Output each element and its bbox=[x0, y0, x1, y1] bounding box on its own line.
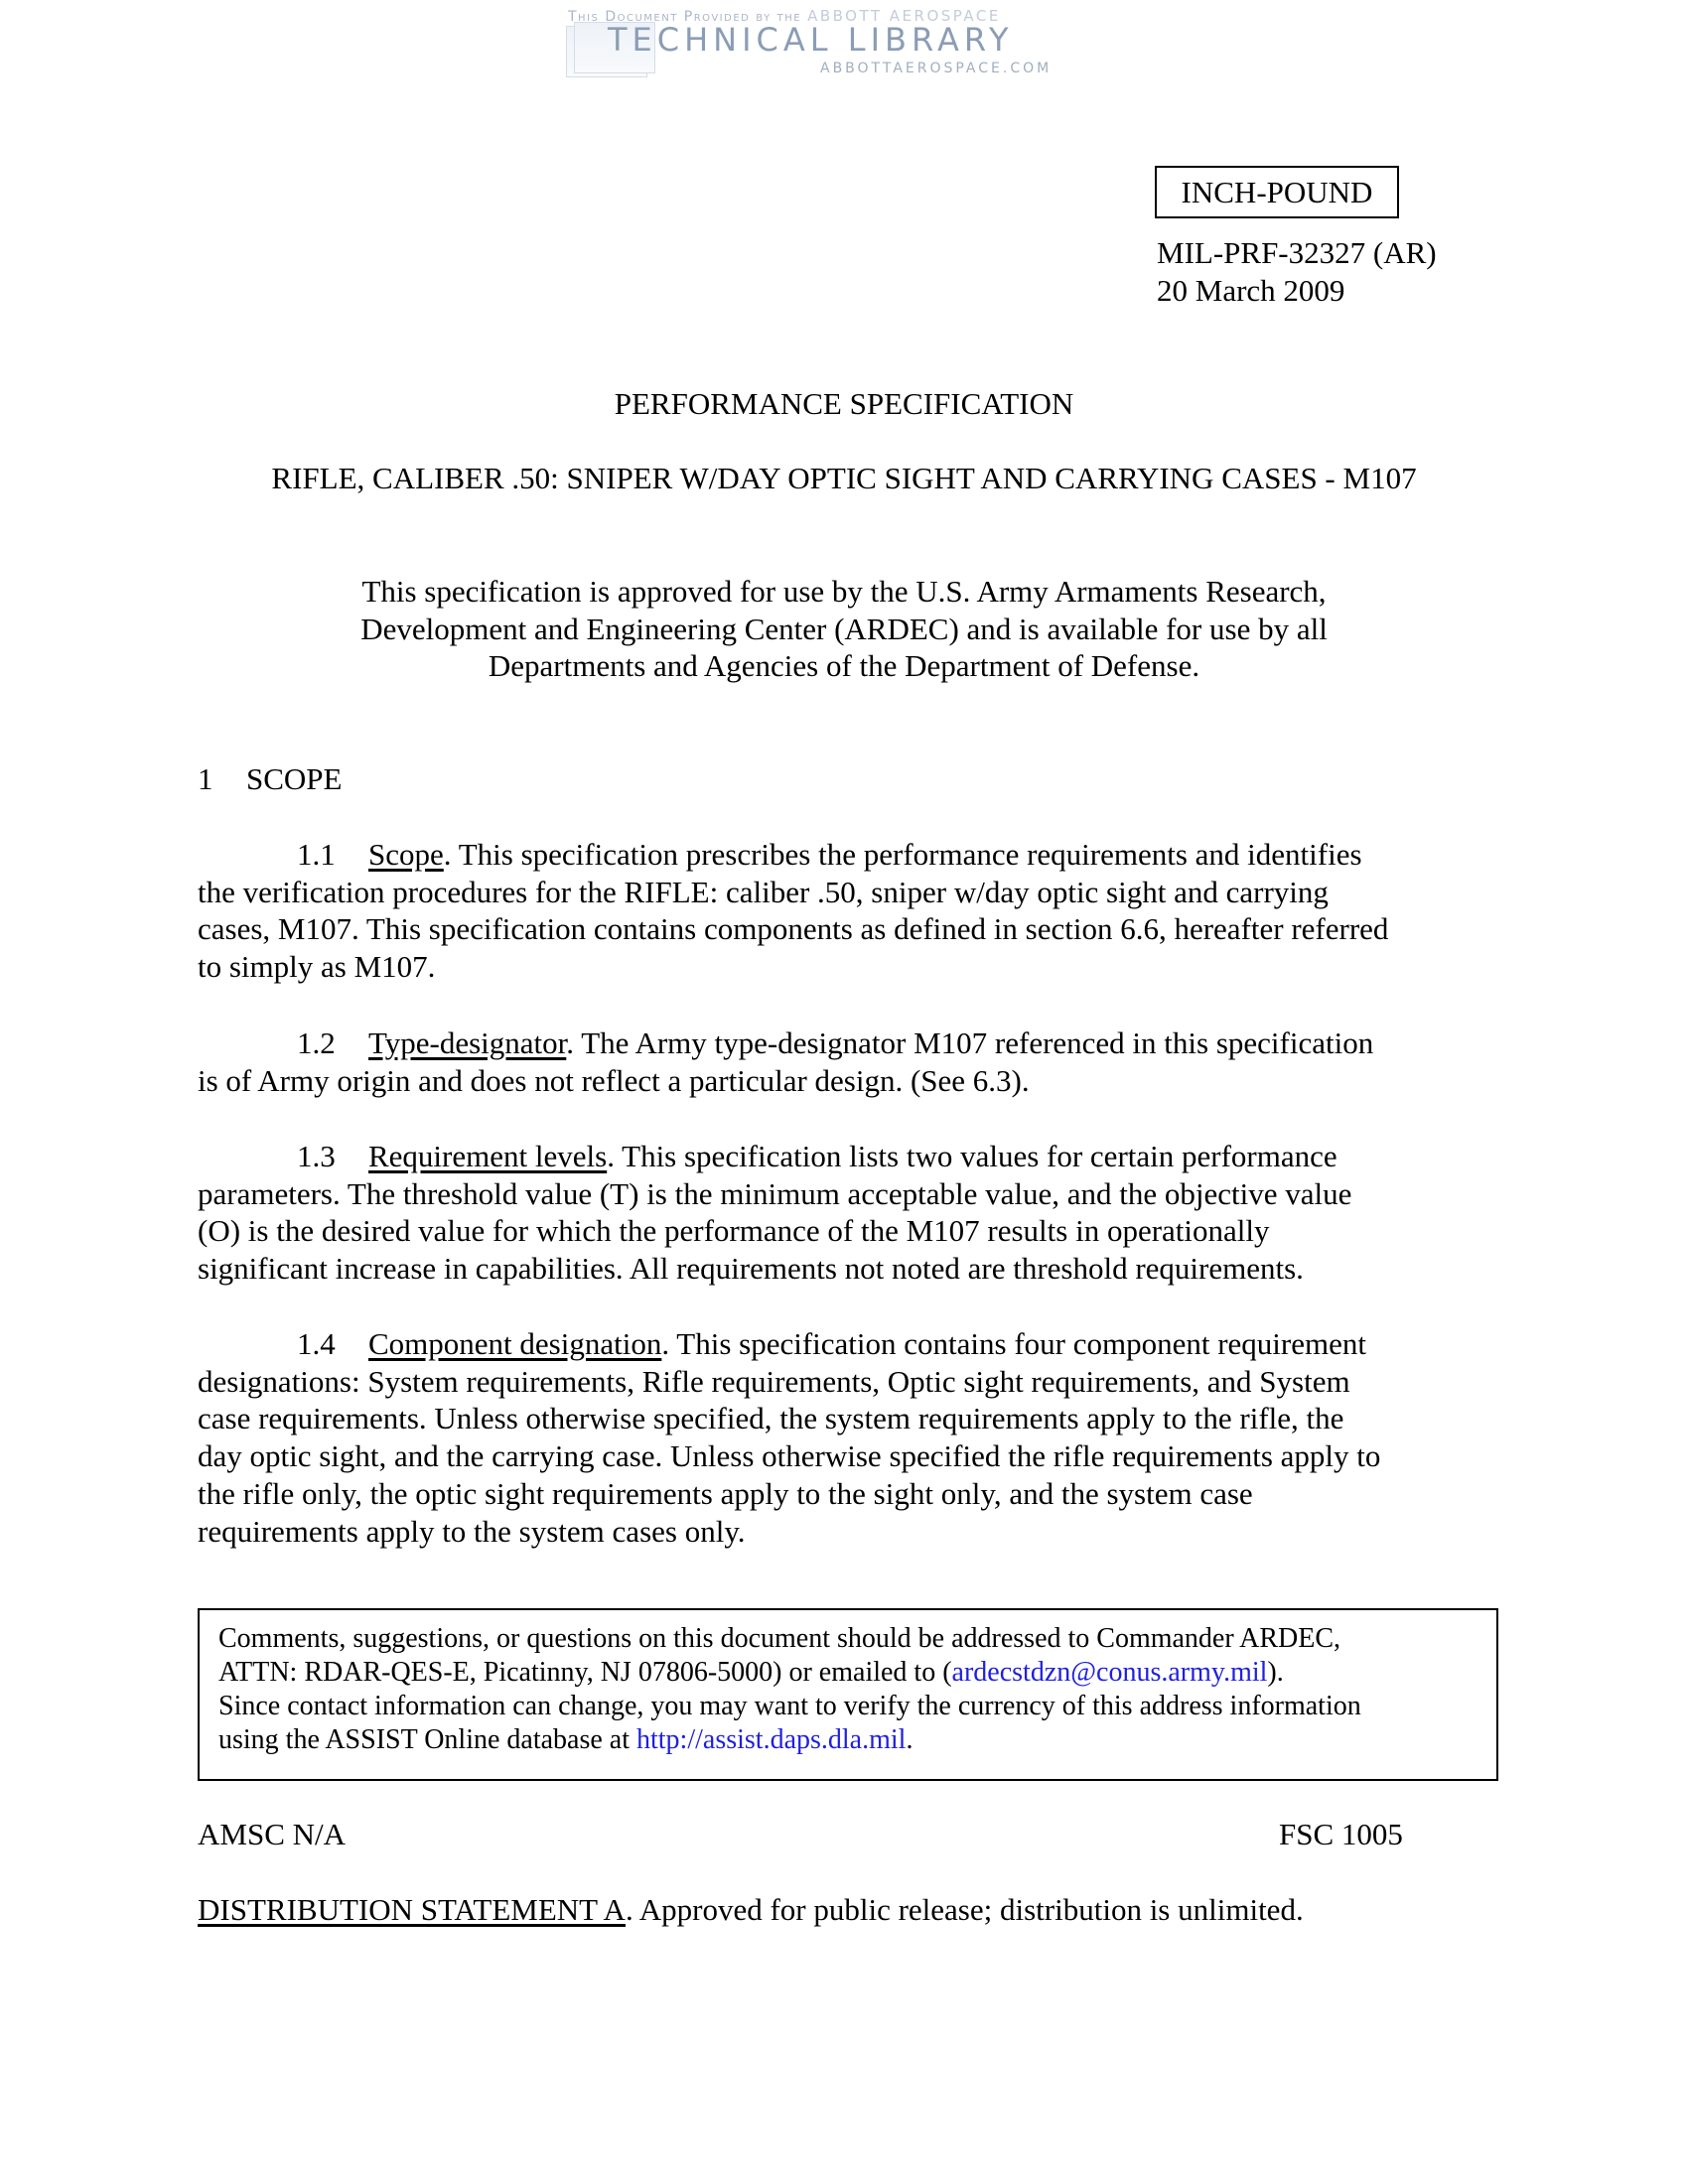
approval-line: Departments and Agencies of the Department of Defense. bbox=[488, 648, 1200, 684]
watermark-url: ABBOTTAEROSPACE.COM bbox=[820, 61, 1053, 76]
specification-title: RIFLE, CALIBER .50: SNIPER W/DAY OPTIC SIGHT AND CARRYING CASES - M107 bbox=[271, 461, 1417, 495]
email-link[interactable]: ardecstdzn@conus.army.mil bbox=[951, 1657, 1268, 1688]
paragraph-line: to simply as M107. bbox=[198, 949, 436, 985]
distribution-label: DISTRIBUTION STATEMENT A bbox=[198, 1892, 626, 1927]
comments-text: using the ASSIST Online database at bbox=[218, 1724, 636, 1755]
paragraph-line bbox=[198, 1138, 1498, 1175]
paragraph-number: 1.2 bbox=[297, 1025, 336, 1060]
watermark-brand: ABBOTT AEROSPACE bbox=[807, 7, 1001, 25]
paragraph-heading: Type-designator bbox=[368, 1025, 567, 1060]
paragraph-line: parameters. The threshold value (T) is the minimum acceptable value, and the objective value bbox=[198, 1175, 1352, 1211]
comments-text: ). bbox=[1267, 1657, 1284, 1688]
paragraph-line: case requirements. Unless otherwise specified, the system requirements apply to the rifle, the bbox=[198, 1401, 1344, 1436]
paragraph-heading: Requirement levels bbox=[368, 1139, 608, 1173]
comments-box bbox=[198, 1608, 1498, 1781]
comments-line: Comments, suggestions, or questions on this document should be addressed to Commander ARDEC, bbox=[218, 1623, 1341, 1654]
paragraph-line: significant increase in capabilities. All requirements not noted are threshold requirements. bbox=[198, 1251, 1304, 1287]
paragraph-number: 1.1 bbox=[297, 837, 336, 872]
approval-statement bbox=[0, 573, 1688, 685]
paragraph-line: cases, M107. This specification contains components as defined in section 6.6, hereafter referred bbox=[198, 911, 1389, 947]
approval-line: Development and Engineering Center (ARDEC) and is available for use by all bbox=[360, 611, 1328, 646]
comments-text: ATTN: RDAR-QES-E, Picatinny, NJ 07806-5000) or emailed to ( bbox=[218, 1657, 952, 1688]
paragraph-line: designations: System requirements, Rifle requirements, Optic sight requirements, and System bbox=[198, 1363, 1350, 1399]
comments-text: . bbox=[906, 1724, 914, 1755]
paragraph-line: is of Army origin and does not reflect a particular design. (See 6.3). bbox=[198, 1062, 1030, 1098]
paragraph-line: requirements apply to the system cases only. bbox=[198, 1513, 746, 1549]
assist-url-link[interactable]: http://assist.daps.dla.mil bbox=[636, 1724, 907, 1755]
paragraph-line: day optic sight, and the carrying case. Unless otherwise specified the rifle requirements apply to bbox=[198, 1438, 1381, 1474]
distribution-text: . Approved for public release; distribution is unlimited. bbox=[625, 1892, 1304, 1927]
paragraph-line bbox=[198, 1024, 1498, 1062]
paragraph-1-2 bbox=[198, 1024, 1498, 1099]
paragraph-line bbox=[198, 836, 1498, 874]
paragraph-number: 1.3 bbox=[297, 1139, 336, 1173]
document-date: 20 March 2009 bbox=[1157, 273, 1345, 308]
paragraph-line bbox=[198, 1325, 1498, 1363]
units-box: INCH-POUND bbox=[1155, 166, 1399, 218]
paragraph-line: (O) is the desired value for which the performance of the M107 results in operationally bbox=[198, 1213, 1270, 1249]
paragraph-text: . The Army type-designator M107 referenced in this specification bbox=[566, 1025, 1374, 1060]
paragraph-1-1 bbox=[198, 836, 1498, 986]
section-number: 1 bbox=[198, 761, 213, 796]
watermark-title: TECHNICAL LIBRARY bbox=[608, 21, 1014, 59]
paragraph-heading: Scope bbox=[368, 837, 444, 872]
section-heading bbox=[198, 760, 342, 798]
paragraph-number: 1.4 bbox=[297, 1326, 336, 1361]
paragraph-line: the verification procedures for the RIFLE: caliber .50, sniper w/day optic sight and carrying bbox=[198, 874, 1329, 909]
amsc-code: AMSC N/A bbox=[198, 1817, 347, 1851]
paragraph-1-4 bbox=[198, 1325, 1498, 1550]
section-title: SCOPE bbox=[246, 761, 343, 796]
comments-line bbox=[218, 1723, 1361, 1757]
approval-line: This specification is approved for use by the U.S. Army Armaments Research, bbox=[361, 574, 1327, 609]
fsc-code: FSC 1005 bbox=[1279, 1817, 1403, 1851]
distribution-statement bbox=[198, 1891, 1304, 1929]
paragraph-line: the rifle only, the optic sight requirements apply to the sight only, and the system case bbox=[198, 1475, 1253, 1511]
paragraph-text: . This specification contains four component requirement bbox=[661, 1326, 1366, 1361]
paragraph-heading: Component designation bbox=[368, 1326, 662, 1361]
paragraph-1-3 bbox=[198, 1138, 1498, 1288]
comments-line bbox=[218, 1656, 1361, 1690]
paragraph-text: . This specification prescribes the performance requirements and identifies bbox=[443, 837, 1362, 872]
document-id: MIL-PRF-32327 (AR) bbox=[1157, 235, 1437, 270]
comments-line: Since contact information can change, you may want to verify the currency of this address information bbox=[218, 1691, 1361, 1721]
specification-type: PERFORMANCE SPECIFICATION bbox=[614, 386, 1074, 421]
watermark-logo bbox=[566, 4, 1082, 75]
watermark-tagline-prefix: This Document Provided by the bbox=[568, 9, 802, 25]
paragraph-text: . This specification lists two values for certain performance bbox=[607, 1139, 1337, 1173]
